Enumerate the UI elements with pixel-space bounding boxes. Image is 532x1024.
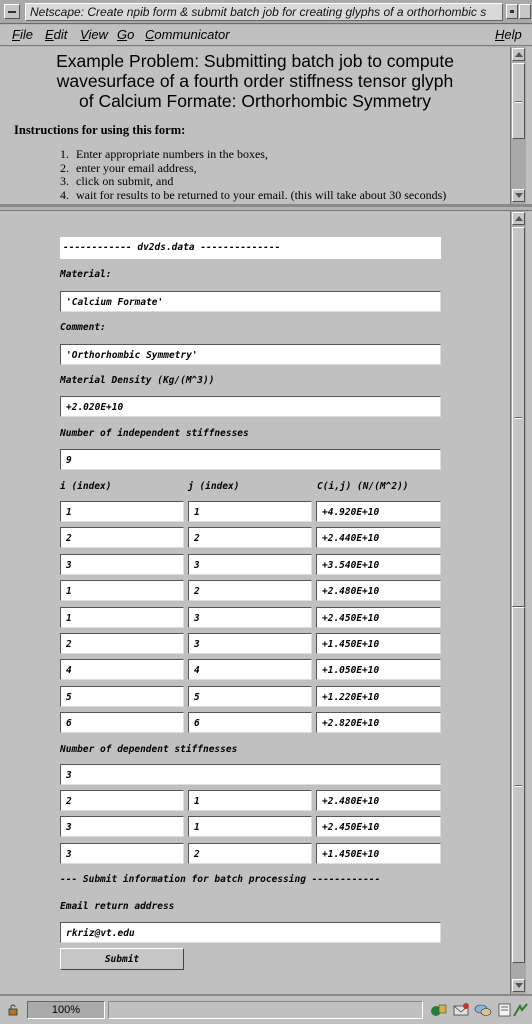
- stiffness-i-input[interactable]: 4: [60, 659, 184, 680]
- menu-bar: [0, 25, 532, 46]
- email-label: Email return address: [60, 901, 175, 912]
- stiffness-j-input[interactable]: 2: [188, 580, 312, 601]
- instruction-text: Enter appropriate numbers in the boxes,: [76, 147, 268, 161]
- instruction-number: 3.: [60, 174, 69, 188]
- material-label: Material:: [60, 269, 112, 280]
- stiffness-c-input[interactable]: +2.480E+10: [316, 580, 441, 601]
- instruction-text: click on submit, and: [76, 174, 174, 188]
- status-message: [108, 1001, 423, 1019]
- scroll-up-arrow[interactable]: [512, 212, 525, 225]
- zoom-level: 100%: [27, 1001, 105, 1019]
- menu-communicator[interactable]: Communicator: [145, 27, 230, 42]
- instruction-number: 1.: [60, 147, 69, 161]
- security-lock-icon[interactable]: [8, 1004, 20, 1016]
- stiffness-i-input[interactable]: 2: [60, 633, 184, 654]
- stiffness-i-input[interactable]: 3: [60, 554, 184, 575]
- stiffness-j-input[interactable]: 6: [188, 712, 312, 733]
- scroll-down-arrow[interactable]: [512, 189, 525, 202]
- comment-label: Comment:: [60, 322, 106, 333]
- instruction-item: [60, 148, 510, 162]
- stiffness-c-input[interactable]: +4.920E+10: [316, 501, 441, 522]
- density-label: Material Density (Kg/(M^3)): [60, 375, 215, 386]
- maximize-button[interactable]: [519, 4, 531, 19]
- independent-count-input[interactable]: 9: [60, 449, 441, 470]
- header-scrollbar[interactable]: [510, 47, 526, 204]
- instruction-number: 2.: [60, 160, 69, 175]
- discussion-icon[interactable]: [474, 1002, 492, 1018]
- window-menu-button[interactable]: [4, 4, 20, 19]
- instruction-number: 4.: [60, 187, 69, 202]
- dependent-c-input[interactable]: +2.480E+10: [316, 790, 441, 811]
- stiffness-j-input[interactable]: 4: [188, 659, 312, 680]
- minimize-button[interactable]: [506, 4, 518, 19]
- instructions-list: [60, 148, 510, 202]
- instructions-title: Instructions for using this form:: [14, 123, 186, 137]
- dependent-i-input[interactable]: 2: [60, 790, 184, 811]
- stiffness-j-input[interactable]: 5: [188, 686, 312, 707]
- form-banner: ------------ dv2ds.data --------------: [60, 237, 441, 259]
- dependent-i-input[interactable]: 3: [60, 816, 184, 837]
- stiffness-i-input[interactable]: 1: [60, 580, 184, 601]
- menu-view[interactable]: View: [80, 27, 108, 42]
- submit-divider: --- Submit information for batch processing ------------: [60, 874, 381, 885]
- stiffness-c-input[interactable]: +2.440E+10: [316, 527, 441, 548]
- dependent-count-label: Number of dependent stiffnesses: [60, 744, 238, 755]
- stiffness-c-input[interactable]: +3.540E+10: [316, 554, 441, 575]
- material-input[interactable]: 'Calcium Formate': [60, 291, 441, 312]
- status-bar: [0, 994, 532, 1024]
- instruction-item: [60, 162, 510, 176]
- form-scrollbar[interactable]: [510, 211, 526, 995]
- comment-input[interactable]: 'Orthorhombic Symmetry': [60, 344, 441, 365]
- batch-form: [0, 211, 510, 995]
- stiffness-c-input[interactable]: +1.050E+10: [316, 659, 441, 680]
- stiffness-i-input[interactable]: 1: [60, 607, 184, 628]
- dependent-count-input[interactable]: 3: [60, 764, 441, 785]
- scroll-up-arrow[interactable]: [512, 48, 525, 61]
- menu-help[interactable]: Help: [495, 27, 522, 42]
- stiffness-i-input[interactable]: 2: [60, 527, 184, 548]
- independent-count-label: Number of independent stiffnesses: [60, 428, 249, 439]
- column-header-j: j (index): [188, 481, 240, 492]
- mail-icon[interactable]: [452, 1002, 470, 1018]
- online-status-icon[interactable]: [512, 1002, 530, 1018]
- menu-go[interactable]: Go: [117, 27, 135, 42]
- column-header-i: i (index): [60, 481, 112, 492]
- form-frame: [0, 210, 532, 994]
- stiffness-j-input[interactable]: 3: [188, 554, 312, 575]
- stiffness-i-input[interactable]: 5: [60, 686, 184, 707]
- stiffness-j-input[interactable]: 3: [188, 607, 312, 628]
- instruction-text: wait for results to be returned to your email. (this will take about 30 seconds): [76, 187, 447, 202]
- page-heading: Example Problem: Submitting batch job to compute wavesurface of a fourth order stiffness tensor glyph of Calcium Formate: Orthorhombic Symmetry: [56, 51, 454, 111]
- menu-edit[interactable]: Edit: [45, 27, 68, 42]
- stiffness-i-input[interactable]: 6: [60, 712, 184, 733]
- dependent-j-input[interactable]: 1: [188, 816, 312, 837]
- dependent-i-input[interactable]: 3: [60, 843, 184, 864]
- dependent-c-input[interactable]: +2.450E+10: [316, 816, 441, 837]
- email-input[interactable]: rkriz@vt.edu: [60, 922, 441, 943]
- dependent-j-input[interactable]: 1: [188, 790, 312, 811]
- stiffness-c-input[interactable]: +2.450E+10: [316, 607, 441, 628]
- instruction-item: [60, 175, 510, 189]
- dependent-c-input[interactable]: +1.450E+10: [316, 843, 441, 864]
- scroll-down-arrow[interactable]: [512, 979, 525, 992]
- header-frame: [0, 47, 532, 207]
- instruction-item: [60, 189, 510, 203]
- window-title: Netscape: Create npib form & submit batch job for creating glyphs of a orthorhombic s: [25, 3, 503, 21]
- dependent-j-input[interactable]: 2: [188, 843, 312, 864]
- window-titlebar: [0, 0, 532, 24]
- scroll-thumb[interactable]: [512, 607, 525, 963]
- stiffness-c-input[interactable]: +1.220E+10: [316, 686, 441, 707]
- menu-file[interactable]: File: [12, 27, 33, 42]
- stiffness-c-input[interactable]: +1.450E+10: [316, 633, 441, 654]
- scroll-thumb[interactable]: [512, 63, 525, 139]
- navigator-icon[interactable]: [430, 1002, 448, 1018]
- stiffness-j-input[interactable]: 2: [188, 527, 312, 548]
- density-input[interactable]: +2.020E+10: [60, 396, 441, 417]
- instruction-text: enter your email address,: [76, 160, 197, 175]
- stiffness-i-input[interactable]: 1: [60, 501, 184, 522]
- stiffness-j-input[interactable]: 3: [188, 633, 312, 654]
- stiffness-j-input[interactable]: 1: [188, 501, 312, 522]
- stiffness-c-input[interactable]: +2.820E+10: [316, 712, 441, 733]
- scroll-thumb-upper[interactable]: [512, 227, 525, 607]
- column-header-c: C(i,j) (N/(M^2)): [317, 481, 409, 492]
- submit-button[interactable]: Submit: [60, 948, 184, 970]
